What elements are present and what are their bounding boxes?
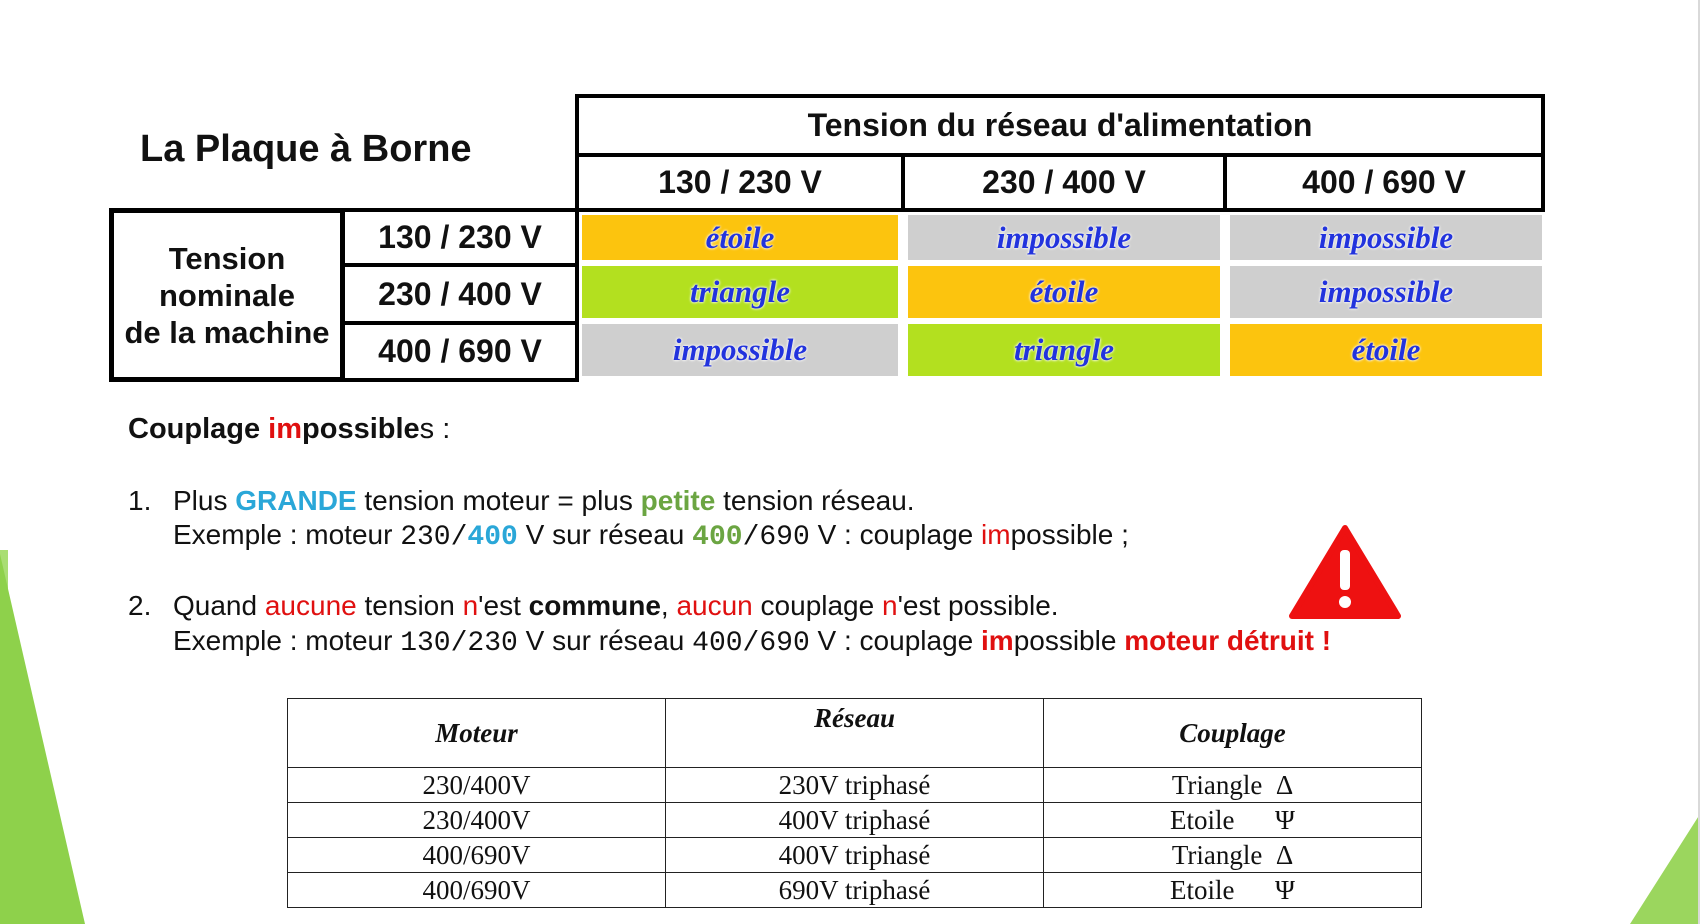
rule-2-number: 2.: [128, 590, 152, 621]
couplage-table: [287, 698, 1422, 908]
row-1-couplage: Triangle Δ: [1044, 768, 1422, 803]
rule-2-line-1: Quand aucune tension n'est commune, aucun couplage n'est possible.: [173, 590, 1059, 621]
header-reseau: Réseau: [666, 699, 1044, 768]
supply-header: Tension du réseau d'alimentation: [575, 94, 1545, 157]
table-header-row: [288, 699, 1422, 768]
row-3-reseau: 400V triphasé: [666, 838, 1044, 873]
cell-r3-c1: impossible: [579, 321, 901, 379]
machine-row-1: 130 / 230 V: [341, 208, 579, 267]
cell-r2-c2: étoile: [905, 263, 1223, 321]
rule-1-example: Exemple : moteur 230/400 V sur réseau 400/690 V : couplage impossible ;: [173, 519, 1129, 553]
rule-2-example: Exemple : moteur 130/230 V sur réseau 400/690 V : couplage impossible moteur détruit !: [173, 625, 1332, 659]
machine-label-line-2: nominale: [158, 277, 296, 313]
row-2-couplage: Etoile Ψ: [1044, 803, 1422, 838]
header-moteur: Moteur: [288, 699, 666, 768]
row-4-reseau: 690V triphasé: [666, 873, 1044, 908]
cell-r1-c3: impossible: [1227, 212, 1545, 263]
machine-label: [109, 208, 345, 382]
cell-r3-c2: triangle: [905, 321, 1223, 379]
table-row: [288, 803, 1422, 838]
rule-1-line-1: Plus GRANDE tension moteur = plus petite tension réseau.: [173, 485, 915, 516]
decorative-right-triangle: [1630, 814, 1700, 924]
decorative-left-triangle: [0, 554, 85, 924]
impossible-couplings-title: Couplage impossibles :: [128, 413, 451, 445]
header-couplage: Couplage: [1044, 699, 1422, 768]
plaque-title: La Plaque à Borne: [140, 128, 472, 170]
supply-col-2: 230 / 400 V: [901, 153, 1227, 212]
cell-r1-c1: étoile: [579, 212, 901, 263]
machine-label-line-3: de la machine: [124, 314, 330, 350]
row-2-reseau: 400V triphasé: [666, 803, 1044, 838]
row-4-couplage: Etoile Ψ: [1044, 873, 1422, 908]
machine-row-2: 230 / 400 V: [341, 263, 579, 325]
row-2-moteur: 230/400V: [288, 803, 666, 838]
row-3-couplage: Triangle Δ: [1044, 838, 1422, 873]
table-row: [288, 768, 1422, 803]
warning-triangle-icon: [1288, 524, 1402, 620]
table-row: [288, 873, 1422, 908]
rule-1-number: 1.: [128, 485, 152, 516]
table-row: [288, 838, 1422, 873]
row-1-moteur: 230/400V: [288, 768, 666, 803]
cell-r2-c1: triangle: [579, 263, 901, 321]
machine-label-line-1: Tension: [168, 240, 286, 276]
supply-col-1: 130 / 230 V: [575, 153, 905, 212]
supply-col-3: 400 / 690 V: [1223, 153, 1545, 212]
machine-row-3: 400 / 690 V: [341, 321, 579, 382]
row-1-reseau: 230V triphasé: [666, 768, 1044, 803]
row-4-moteur: 400/690V: [288, 873, 666, 908]
cell-r3-c3: étoile: [1227, 321, 1545, 379]
cell-r1-c2: impossible: [905, 212, 1223, 263]
cell-r2-c3: impossible: [1227, 263, 1545, 321]
row-3-moteur: 400/690V: [288, 838, 666, 873]
